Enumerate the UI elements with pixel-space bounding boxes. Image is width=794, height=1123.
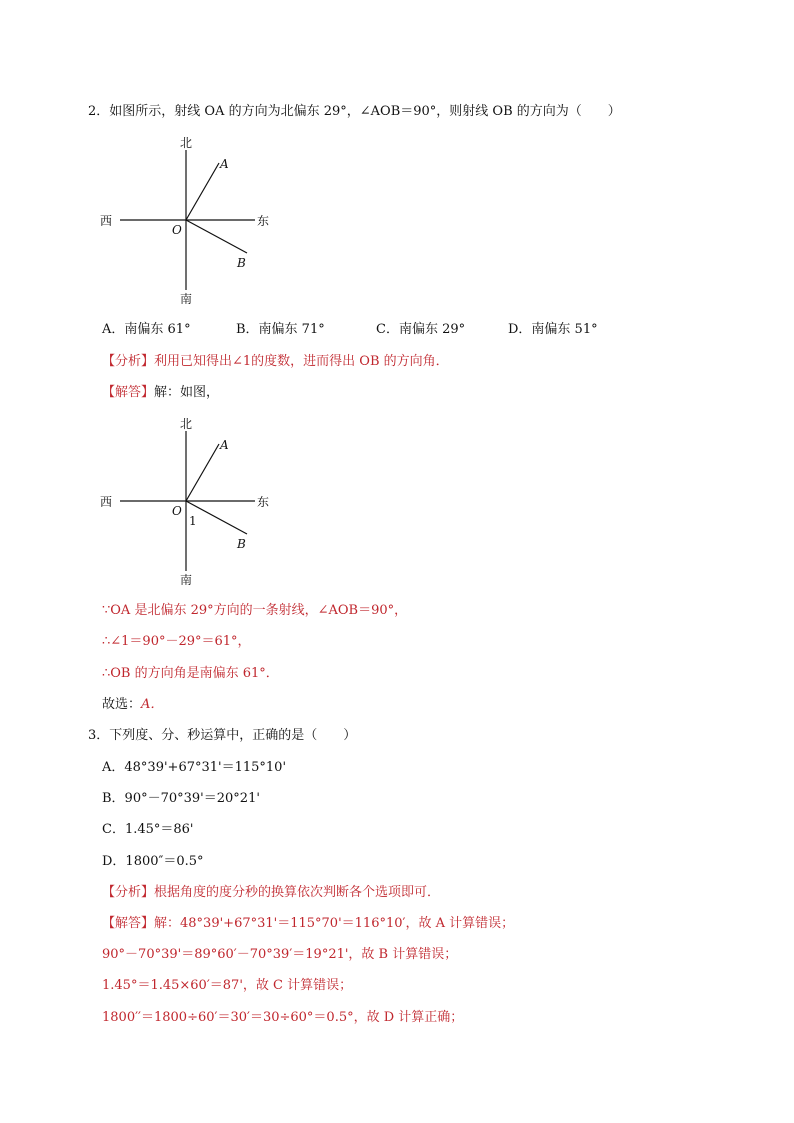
label-o-1: O [172, 223, 182, 237]
q3-step-3: 1.45°＝1.45×60′＝87'，故 C 计算错误； [102, 978, 353, 993]
choice-value: A． [141, 697, 164, 712]
label-south-2: 南 [180, 573, 193, 587]
q3-option-b: B．90°－70°39'＝20°21' [102, 791, 260, 806]
label-north-1: 北 [180, 136, 193, 150]
label-west-2: 西 [100, 495, 113, 509]
q2-option-b: B．南偏东 71° [236, 322, 325, 337]
q3-analysis [102, 884, 440, 902]
label-east-1: 东 [257, 214, 270, 228]
q3-stem: 3．下列度、分、秒运算中，正确的是（ ） [88, 728, 357, 743]
ray-oa-2 [186, 444, 219, 501]
q2-step-1: ∵OA 是北偏东 29°方向的一条射线，∠AOB＝90°， [102, 603, 408, 618]
angle-label-1: 1 [189, 514, 197, 528]
analysis-tag: 【分析】 [102, 885, 155, 900]
q2-analysis [102, 353, 449, 371]
label-west-1: 西 [100, 214, 113, 228]
q3-step-2: 90°－70°39'＝89°60′－70°39′＝19°21'，故 B 计算错误； [102, 947, 458, 962]
ray-ob-1 [186, 220, 247, 253]
ray-ob-2 [186, 501, 247, 534]
label-a-2: A [220, 438, 229, 452]
label-b-1: B [237, 256, 246, 270]
analysis-text: 利用已知得出∠1的度数，进而得出 OB 的方向角． [154, 354, 449, 369]
ray-oa-1 [186, 163, 219, 220]
q3-answer [102, 915, 514, 933]
q2-option-c: C．南偏东 29° [376, 322, 466, 337]
q2-step-3: ∴OB 的方向角是南偏东 61°． [102, 666, 279, 681]
choice-prefix: 故选： [102, 697, 142, 712]
answer-tag: 【解答】 [102, 916, 155, 931]
analysis-tag: 【分析】 [102, 354, 155, 369]
q3-option-a: A．48°39'+67°31'＝115°10' [102, 760, 287, 775]
label-o-2: O [172, 504, 182, 518]
answer-intro-text: 解：如图， [154, 385, 220, 400]
label-a-1: A [220, 157, 229, 171]
q3-step-4: 1800′′＝1800÷60′＝30′＝30÷60°＝0.5°，故 D 计算正确； [102, 1010, 464, 1025]
q2-option-a: A．南偏东 61° [102, 322, 191, 337]
answer-step-1: 解：48°39'+67°31'＝115°70'＝116°10′，故 A 计算错误； [154, 916, 515, 931]
q2-answer-intro [102, 384, 219, 402]
analysis-text: 根据角度的度分秒的换算依次判断各个选项即可． [154, 885, 441, 900]
label-north-2: 北 [180, 417, 193, 431]
answer-tag: 【解答】 [102, 385, 155, 400]
label-b-2: B [237, 537, 246, 551]
q3-option-c: C．1.45°＝86' [102, 822, 194, 837]
q2-choice [102, 696, 163, 714]
label-east-2: 东 [257, 495, 270, 509]
q2-step-2: ∴∠1＝90°－29°＝61°， [102, 634, 251, 649]
q2-stem: 2．如图所示，射线 OA 的方向为北偏东 29°，∠AOB＝90°，则射线 OB 的方向为（ ） [88, 104, 621, 119]
q3-option-d: D．1800″＝0.5° [102, 854, 204, 869]
q2-option-d: D．南偏东 51° [508, 322, 598, 337]
label-south-1: 南 [180, 292, 193, 306]
